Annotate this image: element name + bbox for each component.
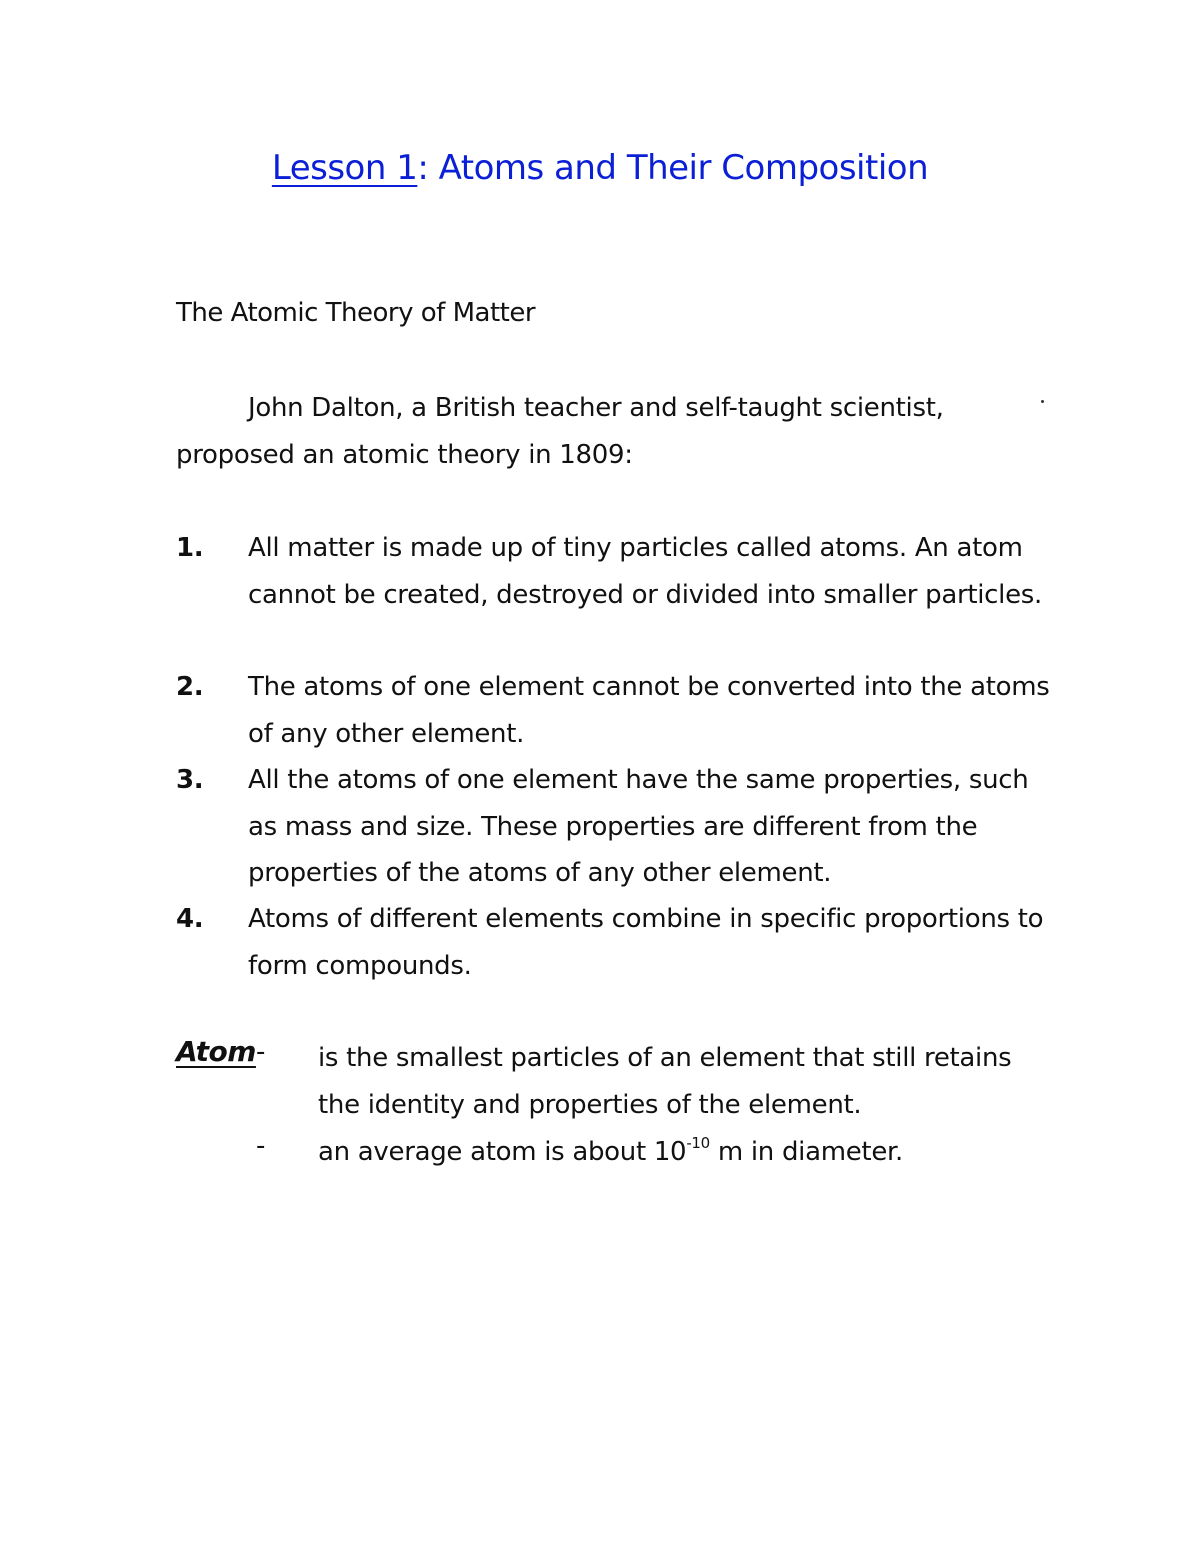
theory-point xyxy=(176,757,1056,897)
exponent: -10 xyxy=(686,1134,710,1152)
theory-point-text: All matter is made up of tiny particles called atoms. An atom cannot be created, destroyed or divided into smaller particles. xyxy=(248,533,1043,610)
definition-line-2-prefix: an average atom is about 10 xyxy=(318,1137,687,1167)
theory-point-number: 1. xyxy=(176,533,204,563)
definition-line-1: is the smallest particles of an element that still retains the identity and properties of the element. xyxy=(318,1043,1012,1120)
theory-point xyxy=(176,525,1056,618)
definition-dash: - xyxy=(256,1037,266,1067)
theory-point-number: 2. xyxy=(176,672,204,702)
section-heading: The Atomic Theory of Matter xyxy=(176,298,536,328)
definition-term: Atom xyxy=(176,1035,256,1068)
lesson-number: Lesson 1 xyxy=(271,148,418,188)
theory-point-text: The atoms of one element cannot be converted into the atoms of any other element. xyxy=(248,672,1050,749)
theory-point-number: 3. xyxy=(176,765,204,795)
intro-line-1: John Dalton, a British teacher and self-taught scientist, xyxy=(248,393,944,423)
theory-point xyxy=(176,896,1056,989)
stray-mark xyxy=(1041,400,1044,403)
definition-line-2 xyxy=(318,1129,1038,1176)
definition-line-2-suffix: m in diameter. xyxy=(709,1137,903,1167)
lesson-title xyxy=(0,148,1200,188)
lesson-title-text: : Atoms and Their Composition xyxy=(417,148,929,188)
intro-line-2: proposed an atomic theory in 1809: xyxy=(176,440,633,470)
theory-point-number: 4. xyxy=(176,904,204,934)
theory-point-text: All the atoms of one element have the same properties, such as mass and size. These properties are different from the properties of the atoms of any other element. xyxy=(248,765,1029,888)
theory-point-text: Atoms of different elements combine in specific proportions to form compounds. xyxy=(248,904,1044,981)
theory-point xyxy=(176,664,1056,757)
definition-dash: - xyxy=(256,1131,266,1161)
